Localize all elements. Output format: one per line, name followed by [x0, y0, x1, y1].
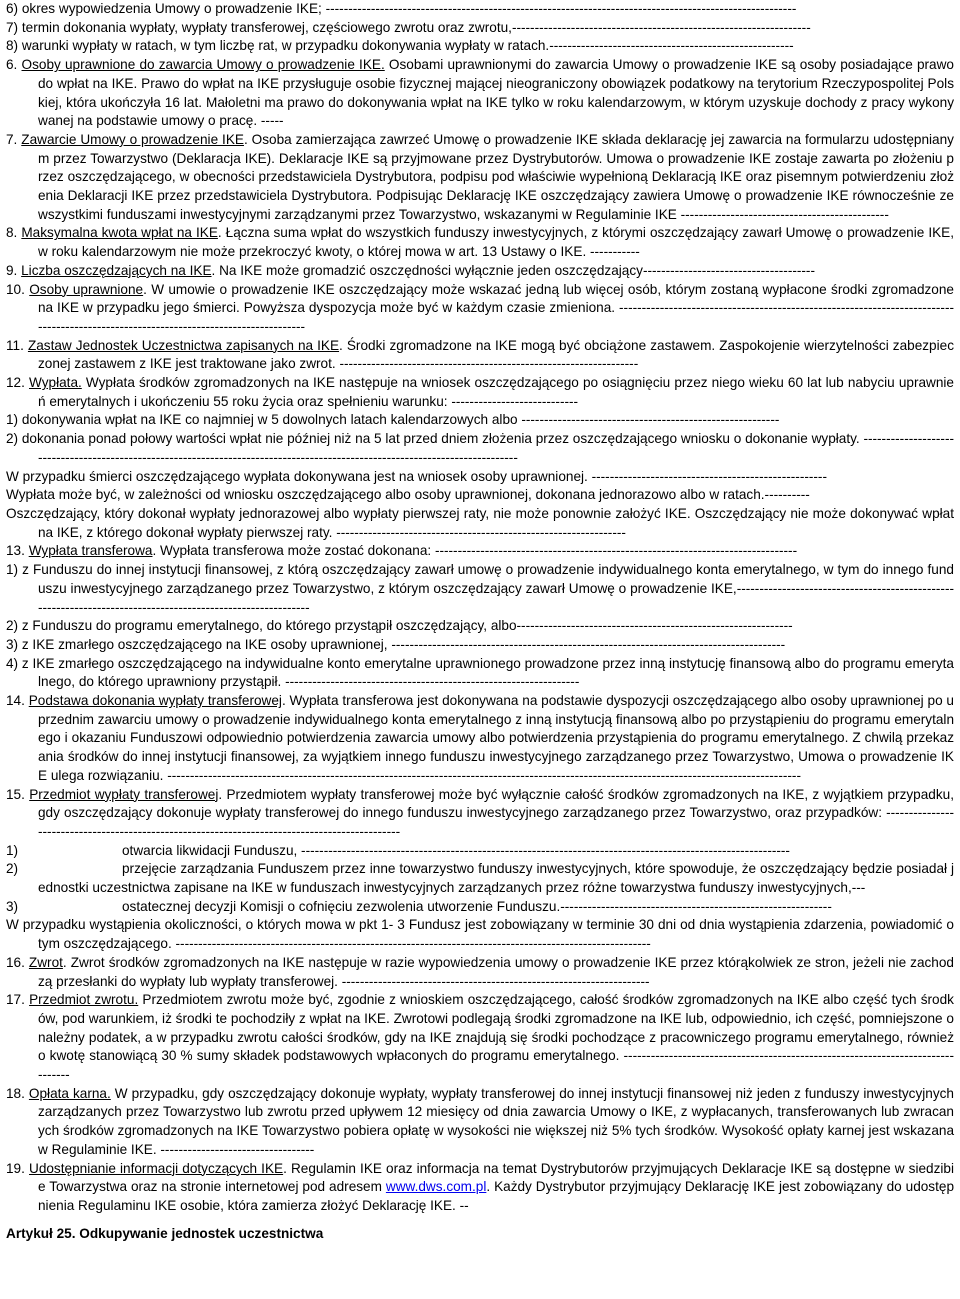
section-title: Zwrot — [28, 954, 63, 970]
section-16 — [6, 954, 954, 991]
section-7 — [6, 131, 954, 225]
section-9 — [6, 262, 954, 281]
section-13-point-1: 1) z Funduszu do innej instytucji finansowej, z którą oszczędzający zawarł umowę o prowadzenie indywidualnego konta emerytalnego, w tym do innego funduszu inwestycyjnego zarządzanego przez Towarzystwo, z którym oszczędzający zawarł Umowę o prowadzenie IKE,------------------------------------------------------------------------------------------------------------ — [6, 562, 954, 615]
point-text: przejęcie zarządzania Funduszem przez inne towarzystwo funduszy inwestycyjnych, które spowoduje, że oszczędzający będzie posiadał jednostki uczestnictwa zapisane na IKE w funduszach inwestycyjnych zarządzanych przez różne towarzystwa funduszy inwestycyjnych,--- — [38, 861, 954, 896]
section-number: 14. — [6, 693, 29, 709]
section-text: Wypłata środków zgromadzonych na IKE następuje na wniosek oszczędzającego po osiągnięciu przez niego wieku 60 lat lub nabyciu uprawnień emerytalnych i ukończeniu 55 roku życia oraz spełnieniu warunku: ---------------------------- — [38, 375, 954, 409]
section-number: 19. — [6, 1160, 29, 1176]
section-title: Osoby uprawnione do zawarcia Umowy o prowadzenie IKE. — [21, 57, 385, 73]
section-title: Udostępnianie informacji dotyczących IKE — [29, 1160, 284, 1176]
section-15-point-3 — [6, 898, 954, 917]
article-heading: Artykuł 25. Odkupywanie jednostek uczestnictwa — [6, 1225, 324, 1241]
section-text: . Środki zgromadzone na IKE mogą być obciążone zastawem. Zaspokojenie wierzytelności zabezpieczonej zastawem z IKE jest traktowane jako zwrot. ------------------------------------------------------------------ — [38, 337, 954, 372]
list-item-6: 6) okres wypowiedzenia Umowy o prowadzenie IKE; -------------------------------------------------------------------------------------------------------- — [6, 1, 797, 16]
section-14 — [6, 692, 954, 786]
point-number: 2) — [6, 861, 19, 877]
section-18 — [6, 1085, 954, 1160]
document-body — [6, 0, 954, 1243]
section-8 — [6, 224, 954, 261]
section-title: Liczba oszczędzających na IKE — [21, 262, 212, 278]
section-number: 16. — [6, 954, 29, 970]
section-15-point-2 — [6, 860, 954, 897]
section-title: Przedmiot wypłaty transferowej — [29, 786, 219, 802]
section-12-paragraph-1: W przypadku śmierci oszczędzającego wypłata dokonywana jest na wniosek osoby uprawnionej. ---------------------------------------------------- — [6, 468, 827, 484]
section-12-paragraph-3: Oszczędzający, który dokonał wypłaty jednorazowej albo wypłaty pierwszej raty, nie może ponownie założyć IKE. Oszczędzający nie może dokonywać wpłat na IKE, z którego dokonał wypłaty pierwszej raty. ---------------------------------------------------------------- — [6, 505, 954, 540]
section-text: Osobami uprawnionymi do zawarcia Umowy o prowadzenie IKE są osoby posiadające prawo do wpłat na IKE. Prawo do wpłat na IKE przysługuje osobie fizycznej mającej nieograniczony obowiązek podatkowy na terytorium Rzeczypospolitej Polskiej, która ukończyła 16 lat. Małoletni ma prawo do dokonywania wpłat na IKE tylko w roku kalendarzowym, w którym uzyskuje dochody z pracy wykonywanej na podstawie umowy o pracę. ----- — [38, 57, 954, 129]
section-12-point-2: 2) dokonania ponad połowy wartości wpłat nie później niż na 5 lat przed dniem złożenia przez oszczędzającego wniosku o dokonanie wypłaty. ------------------------------------------------------------------------------------------------------------------------------ — [6, 431, 954, 465]
section-number: 13. — [6, 543, 29, 559]
section-text: Przedmiotem zwrotu może być, zgodnie z wnioskiem oszczędzającego, całość środków zgromadzonych na IKE albo część tych środków, pod warunkiem, iż środki te pochodziły z wpłat na IKE. Zwrotowi podlegają środki zgromadzone na IKE lub, odpowiednio, ich część, pomniejszone o należny podatek, a w przypadku zwrotu całości środków, gdy na IKE znajdują się środki pochodzące z pracowniczego programu emerytalnego, również o kwotę stanowiącą 30 % sumy składek podstawowych wpłaconych do programu emerytalnego. -------------------------------------------------------------------------------- — [38, 992, 954, 1083]
section-13-point-3: 3) z IKE zmarłego oszczędzającego na IKE osoby uprawnionej, --------------------------------------------------------------------------------------- — [6, 636, 786, 652]
section-12-point-1: 1) dokonywania wpłat na IKE co najmniej w 5 dowolnych latach kalendarzowych albo --------------------------------------------------------- — [6, 412, 780, 428]
section-number: 8. — [6, 225, 22, 241]
section-text: . Zwrot środków zgromadzonych na IKE następuje w razie wypowiedzenia umowy o prowadzenie IKE przez którąkolwiek ze stron, jeżeli nie zachodzą przesłanki do wypłaty lub wypłaty transferowej. -------------------------------------------------------------------- — [38, 954, 954, 989]
section-number: 11. — [6, 337, 28, 353]
section-15 — [6, 786, 954, 842]
section-text: . Osoba zamierzająca zawrzeć Umowę o prowadzenie IKE składa deklarację jej zawarcia na formularzu udostępnianym przez Towarzystwo (Deklaracja IKE). Deklaracje IKE są przyjmowane przez Dystrybutorów. Umowa o prowadzenie IKE zostaje zawarta po złożeniu przez oszczędzającego, w obecności przedstawiciela Dystrybutora, podpisu pod właściwie wypełnioną Deklaracją IKE oraz pisemnym potwierdzeniu złożenia Deklaracji IKE przez przedstawiciela Dystrybutora. Podpisując Deklarację IKE oszczędzający zawiera Umowę o prowadzenie IKE równocześnie ze wszystkimi funduszami inwestycyjnymi zarządzanymi przez Towarzystwo, wskazanymi w Regulaminie IKE ---------------------------------------------- — [38, 131, 954, 222]
section-text: . Wypłata transferowa może zostać dokonana: -------------------------------------------------------------------------------- — [152, 543, 798, 559]
section-number: 17. — [6, 992, 30, 1008]
section-10 — [6, 281, 954, 337]
section-title: Opłata karna. — [28, 1085, 111, 1101]
section-title: Maksymalna kwota wpłat na IKE — [21, 225, 218, 241]
section-19 — [6, 1160, 954, 1216]
list-item-8: 8) warunki wypłaty w ratach, w tym liczbę rat, w przypadku dokonywania wypłaty w ratach.------------------------------------------------------ — [6, 38, 794, 54]
section-text: . W umowie o prowadzenie IKE oszczędzający może wskazać jedną lub więcej osób, którym zostaną wypłacone środki zgromadzone na IKE w przypadku jego śmierci. Powyższa dyspozycja może być w każdym czasie zmieniona. ------------------------------------------------------------------------------------------------------------------------------------- — [38, 281, 954, 334]
section-17 — [6, 991, 954, 1085]
section-number: 15. — [6, 786, 30, 802]
section-title: Podstawa dokonania wypłaty transferowej — [28, 693, 282, 709]
section-text: . Wypłata transferowa jest dokonywana na podstawie dyspozycji oszczędzającego albo osoby uprawnionej po uprzednim zawarciu umowy o prowadzenie indywidualnego konta emerytalnego z inną instytucją finansową albo po przystąpieniu do programu emerytalnego i okazaniu Funduszowi odpowiednio potwierdzenia zawarcia umowy albo potwierdzenia przystąpienia do programu emerytalnego. Z chwilą przekazania środków do innej instytucji finansowej, za wyjątkiem innego funduszu inwestycyjnego zarządzanego przez Towarzystwo, Umowa o prowadzenie IKE ulega rozwiązaniu. -------------------------------------------------------------------------------------------------------------------------------------------- — [38, 693, 954, 783]
section-6 — [6, 56, 954, 131]
website-link[interactable]: www.dws.com.pl — [385, 1179, 487, 1195]
section-number: 6. — [6, 57, 22, 73]
section-title: Osoby uprawnione — [29, 281, 144, 297]
section-number: 7. — [6, 131, 22, 147]
section-title: Przedmiot zwrotu. — [29, 992, 139, 1008]
section-11 — [6, 337, 954, 374]
section-13-point-2: 2) z Funduszu do programu emerytalnego, do którego przystąpił oszczędzający, albo------------------------------------------------------------- — [6, 618, 793, 634]
section-title: Zastaw Jednostek Uczestnictwa zapisanych na IKE — [27, 337, 340, 353]
section-title: Wypłata. — [29, 375, 82, 391]
section-number: 12. — [6, 375, 30, 391]
section-15-paragraph: W przypadku wystąpienia okoliczności, o których mowa w pkt 1- 3 Fundusz jest zobowiązany w terminie 30 dni od dnia wystąpienia zdarzenia, powiadomić o tym oszczędzającego. --------------------------------------------------------------------------------------------------------- — [6, 917, 954, 952]
section-12-paragraph-2: Wypłata może być, w zależności od wniosku oszczędzającego albo osoby uprawnionej, dokonana jednorazowo albo w ratach.---------- — [6, 487, 810, 503]
section-text-continued: . Każdy Dystrybutor przyjmujący Deklarację IKE jest zobowiązany do udostępnienia Regulaminu IKE osobie, która zamierza złożyć Deklarację IKE. -- — [38, 1179, 955, 1213]
section-title: Zawarcie Umowy o prowadzenie IKE — [21, 131, 244, 147]
point-text: ostatecznej decyzji Komisji o cofnięciu zezwolenia utworzenie Funduszu.------------------------------------------------------------ — [122, 898, 832, 914]
point-number: 1) — [6, 842, 19, 858]
section-title: Wypłata transferowa — [28, 543, 153, 559]
spacer — [6, 1216, 954, 1225]
section-number: 10. — [6, 281, 30, 297]
point-text: otwarcia likwidacji Funduszu, ------------------------------------------------------------------------------------------------------------ — [122, 842, 790, 858]
list-item-7: 7) termin dokonania wypłaty, wypłaty transferowej, częściowego zwrotu oraz zwrotu,------------------------------------------------------------------ — [6, 19, 811, 35]
point-number: 3) — [6, 898, 19, 914]
section-number: 9. — [6, 262, 22, 278]
section-text: . Łączna suma wpłat do wszystkich funduszy inwestycyjnych, z którymi oszczędzający zawarł Umowę o prowadzenie IKE, w roku kalendarzowym nie może przekroczyć kwoty, o której mowa w art. 13 Ustawy o IKE. ----------- — [38, 225, 955, 260]
section-number: 18. — [6, 1085, 29, 1101]
section-13-point-4: 4) z IKE zmarłego oszczędzającego na indywidualne konto emerytalne uprawnionego prowadzone przez inną instytucję finansową albo do programu emerytalnego, do którego uprawniony przystąpił. ----------------------------------------------------------------- — [6, 655, 954, 690]
section-text: . Na IKE może gromadzić oszczędności wyłącznie jeden oszczędzający-------------------------------------- — [211, 262, 815, 278]
section-12 — [6, 374, 954, 411]
section-text: . Regulamin IKE oraz informacja na temat Dystrybutorów przyjmujących Deklaracje IKE są dostępne w siedzibie Towarzystwa oraz na stronie internetowej pod adresem — [38, 1160, 954, 1195]
section-text: W przypadku, gdy oszczędzający dokonuje wypłaty, wypłaty transferowej do innej instytucji finansowej niż jeden z funduszy inwestycyjnych zarządzanych przez Towarzystwo lub zwrotu przed upływem 12 miesięcy od dnia zawarcia Umowy o IKE, z wypłacanych, transferowanych lub zwracanych środków zgromadzonych na IKE Towarzystwo pobiera opłatę w wysokości nie większej niż 5% tych środków. Wysokość opłaty karnej jest wskazana w Regulaminie IKE. ---------------------------------- — [38, 1085, 954, 1157]
section-15-point-1 — [6, 842, 954, 861]
section-13 — [6, 542, 954, 561]
section-text: . Przedmiotem wypłaty transferowej może być wyłącznie całość środków zgromadzonych na IKE, z wyjątkiem przypadku, gdy oszczędzający dokonuje wypłaty transferowej do innego funduszu inwestycyjnego zarządzanego przez Towarzystwo, oraz przypadków: ----------------------------------------------------------------------------------------------- — [38, 786, 954, 839]
